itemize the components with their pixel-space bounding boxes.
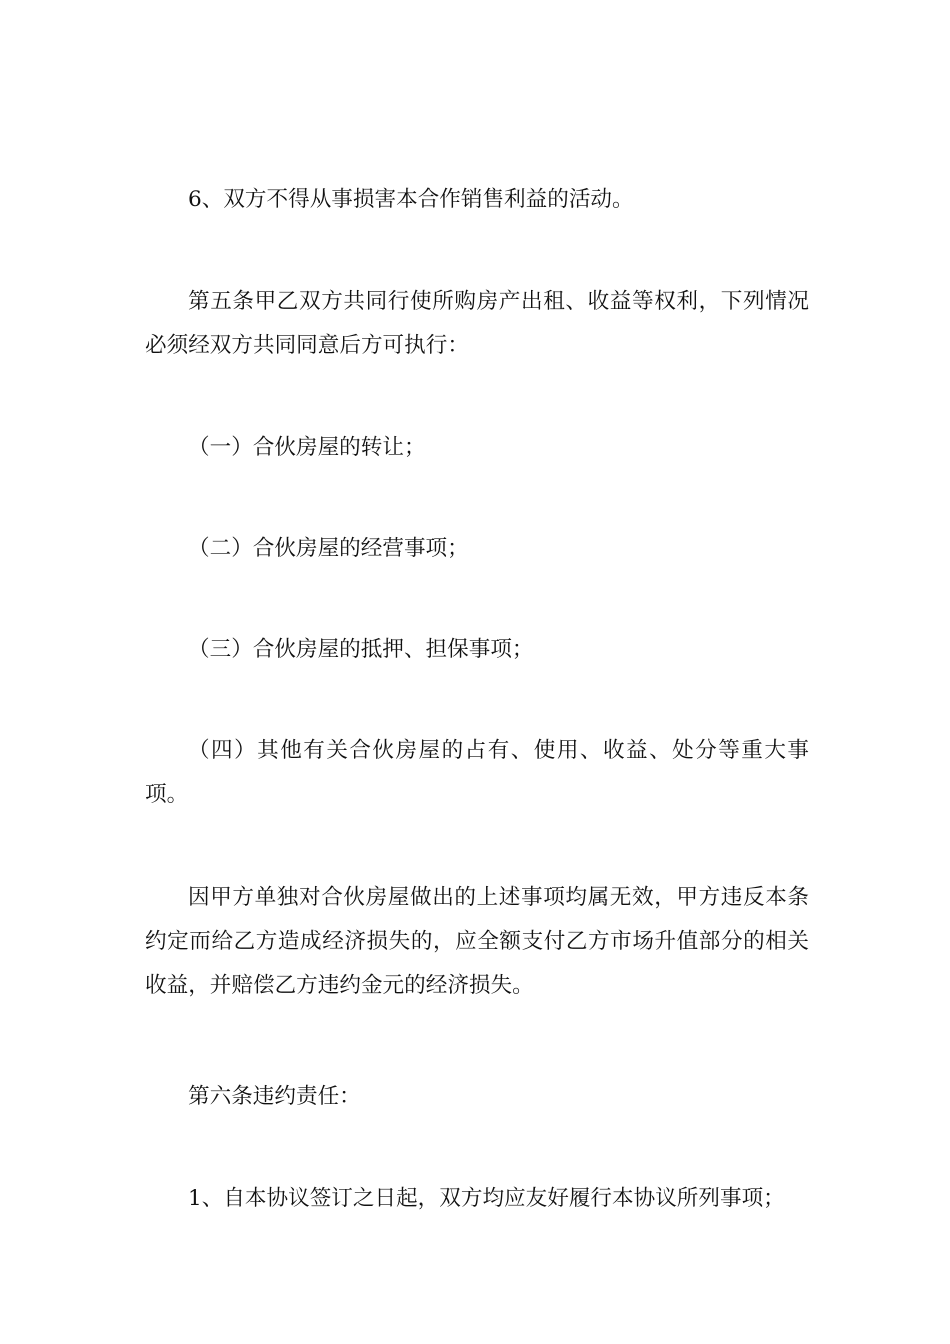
paragraph-item-4: （四）其他有关合伙房屋的占有、使用、收益、处分等重大事项。 [145,738,809,807]
paragraph-item-1: （一）合伙房屋的转让； [188,435,426,460]
paragraph-liability-1: 1、自本协议签订之日起，双方均应友好履行本协议所列事项； [188,1186,785,1211]
paragraph-invalid-actions: 因甲方单独对合伙房屋做出的上述事项均属无效，甲方违反本条约定而给乙方造成经济损失的，应全额支付乙方市场升值部分的相关收益，并赔偿乙方违约金元的经济损失。 [145,885,809,998]
paragraph-item-3: （三）合伙房屋的抵押、担保事项； [188,637,534,662]
paragraph-item-2: （二）合伙房屋的经营事项； [188,536,469,561]
paragraph-article-6: 第六条违约责任： [188,1084,361,1109]
paragraph-article-5: 第五条甲乙双方共同行使所购房产出租、收益等权利，下列情况必须经双方共同同意后方可执行： [145,289,809,358]
paragraph-clause-6: 6、双方不得从事损害本合作销售利益的活动。 [188,187,634,212]
